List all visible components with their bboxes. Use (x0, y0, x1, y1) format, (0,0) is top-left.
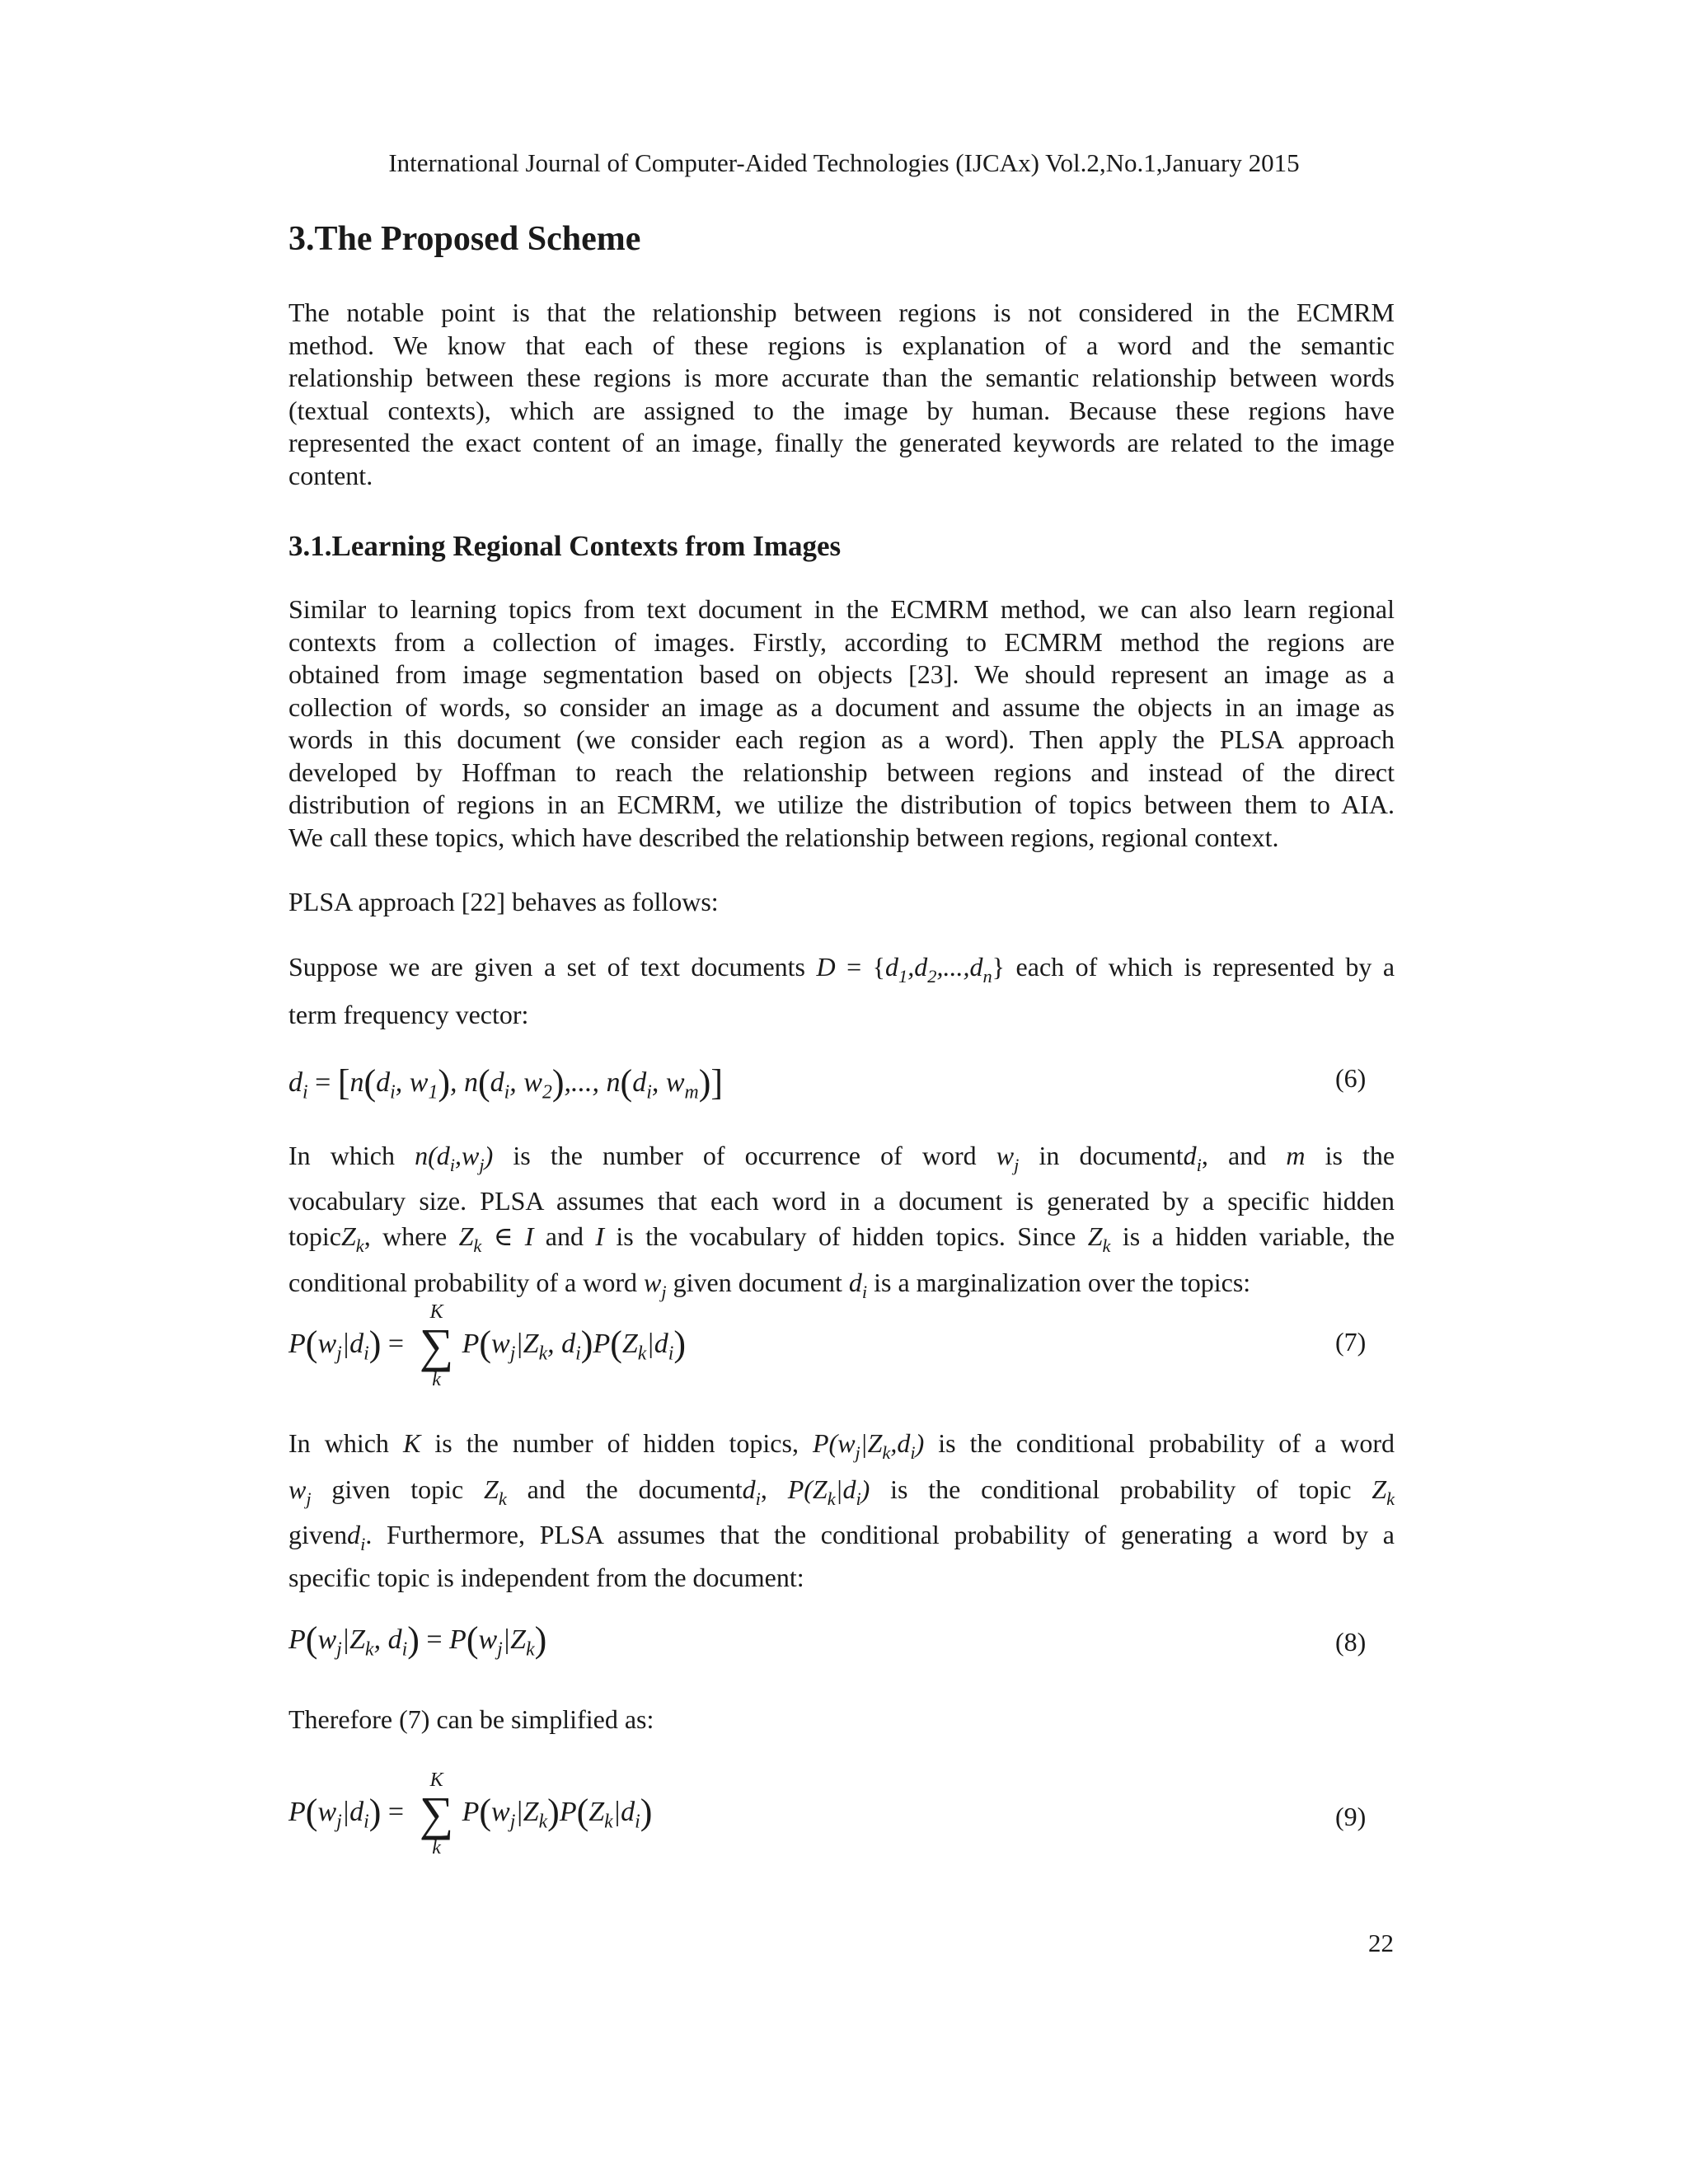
summation-symbol: K ∑ k (419, 1301, 454, 1390)
occurrence-math: $n(d_i,w_j)$ (415, 1141, 494, 1175)
summation-symbol: K ∑ k (419, 1769, 454, 1858)
paragraph-line: content. (288, 460, 373, 490)
equation-7-number: (7) (1335, 1327, 1367, 1357)
page-number: 22 (1368, 1929, 1394, 1957)
paragraph-line: term frequency vector: (288, 1000, 529, 1030)
equation-6 (288, 1058, 1395, 1108)
section-paragraph (288, 297, 1395, 492)
subsection-title: 3.1.Learning Regional Contexts from Images (288, 530, 842, 562)
paragraph-line: contexts from a collection of images. Firstly, according to ECMRM method the regions are (288, 626, 1395, 657)
paragraph-line: $w_j$ given topic $Z_k$ and the documentd$_i$, $P(Z_k|d_i)$ is the conditional probability of topic $Z_k$ (288, 1474, 1395, 1510)
therefore-line: Therefore (7) can be simplified as: (288, 1704, 654, 1734)
paragraph-line: The notable point is that the relationship between regions is not considered in the ECMRM (288, 298, 1395, 327)
section-title: 3.The Proposed Scheme (288, 220, 641, 258)
equation-9-body: $P(w_j|d_i)$ = K ∑ k $P(w_j|Z_k)P(Z_k|d_i)$ (288, 1769, 653, 1858)
in-which-paragraph (288, 1140, 1395, 1308)
equation-7-body: $P(w_j|d_i)$ = K ∑ k $P(w_j|Z_k$, $d_i)P(Z_k|d_i)$ (288, 1301, 686, 1390)
paragraph-line: developed by Hoffman to reach the relationship between regions and instead of the direct (288, 757, 1395, 787)
paragraph-line: In which $n(d_i,w_j)$ is the number of occurrence of word $w_j$ in documentd$_i$, and m is the (288, 1141, 1395, 1175)
paragraph-line: collection of words, so consider an image as a document and assume the objects in an image as (288, 691, 1395, 722)
plsa-intro: PLSA approach [22] behaves as follows: (288, 887, 719, 916)
paragraph-line: method. We know that each of these regions is explanation of a word and the semantic (288, 330, 1395, 360)
paragraph-line: relationship between these regions is more accurate than the semantic relationship between words (288, 363, 1395, 392)
paragraph-line: We call these topics, which have described the relationship between regions, regional context. (288, 822, 1279, 852)
equation-9-number: (9) (1335, 1802, 1367, 1831)
paragraph-line: Similar to learning topics from text document in the ECMRM method, we can also learn regional (288, 594, 1395, 624)
paragraph-line: Suppose we are given a set of text documents $D = \{d_1,d_2,...,d_n\}$ each of which is represented by a (288, 952, 1395, 987)
paragraph-line: represented the exact content of an image, finally the generated keywords are related to the image (288, 428, 1395, 457)
paragraph-line: obtained from image segmentation based on objects [23]. We should represent an image as a (288, 659, 1395, 689)
equation-6-number: (6) (1335, 1063, 1367, 1093)
word-math: $w_j$ (996, 1141, 1020, 1175)
paragraph-line: specific topic is independent from the document: (288, 1562, 804, 1592)
suppose-paragraph (288, 951, 1395, 1032)
paragraph-line: In which K is the number of hidden topics, $P(w_j|Z_k,d_i)$ is the conditional probability of a word (288, 1428, 1395, 1463)
running-header: International Journal of Computer-Aided Technologies (IJCAx) Vol.2,No.1,January 2015 (388, 148, 1300, 177)
subsection-paragraph (288, 593, 1395, 854)
paragraph-line: (textual contexts), which are assigned to the image by human. Because these regions have (288, 395, 1395, 425)
equation-7 (288, 1302, 1395, 1393)
k-paragraph (288, 1427, 1395, 1594)
equation-9 (288, 1770, 1395, 1861)
paragraph-line: topicZ$_k$, where $Z_k$ ∈ I and I is the vocabulary of hidden topics. Since $Z_k$ is a hidden variable, the (288, 1221, 1395, 1256)
equation-6-body: $d_i = [n(d_i$, $w_1$), $n(d_i$, $w_2$),..., $n(d_i$, $w_m$)] (288, 1062, 723, 1104)
paragraph-line: givend$_i$. Furthermore, PLSA assumes that the conditional probability of generating a word by a (288, 1519, 1395, 1554)
paragraph-line: distribution of regions in an ECMRM, we utilize the distribution of topics between them to AIA. (288, 790, 1395, 819)
equation-8 (288, 1615, 1395, 1665)
equation-8-body: $P(w_j|Z_k$, $d_i) = P(w_j|Z_k)$ (288, 1619, 547, 1661)
document-set-math: $D = \{d_1,d_2,...,d_n\}$ (816, 952, 1006, 987)
paragraph-line: vocabulary size. PLSA assumes that each word in a document is generated by a specific hidden (288, 1186, 1395, 1216)
paragraph-line: words in this document (we consider each region as a word). Then apply the PLSA approach (288, 724, 1395, 754)
paragraph-line: conditional probability of a word $w_j$ given document $d_i$ is a marginalization over the topics: (288, 1268, 1251, 1302)
equation-8-number: (8) (1335, 1627, 1367, 1657)
